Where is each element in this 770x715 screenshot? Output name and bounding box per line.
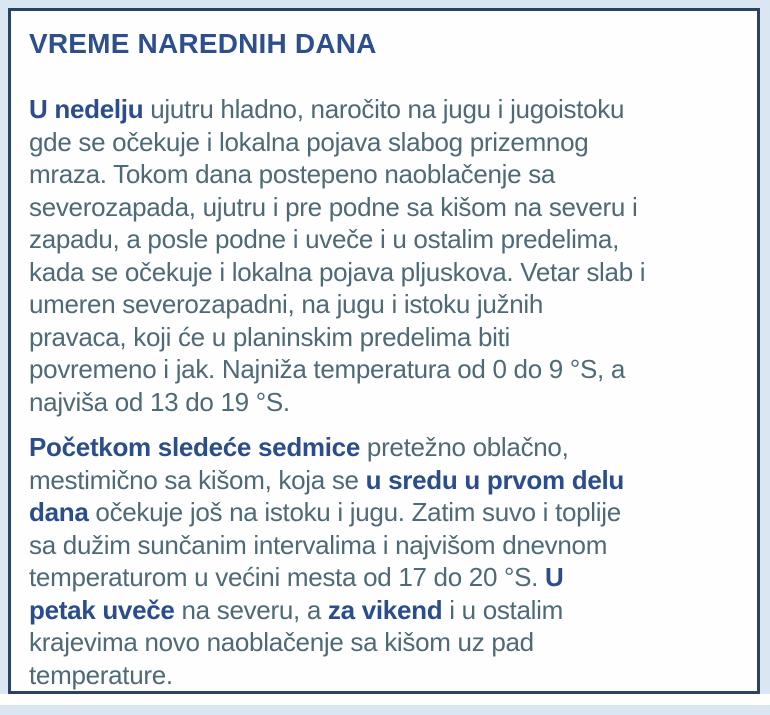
text-line xyxy=(29,431,743,464)
text-segment: mestimično sa kišom, koja se xyxy=(29,464,366,495)
footer-strip xyxy=(0,705,770,715)
text-line xyxy=(29,321,743,354)
text-segment: krajevima novo naoblačenje sa kišom uz pad xyxy=(29,627,534,657)
text-segment: gde se očekuje i lokalna pojava slabog prizemnog xyxy=(29,126,589,157)
text-segment-bold: U xyxy=(545,562,564,592)
text-segment: povremeno i jak. Najniža temperatura od 0 do 9 °S, a xyxy=(29,354,626,384)
text-segment: kada se očekuje i lokalna pojava pljuskova. Vetar slab i xyxy=(29,256,646,287)
text-segment-bold: Početkom sledeće sedmice xyxy=(29,432,360,462)
text-segment: temperaturom u većini mesta od 17 do 20 °S. xyxy=(29,562,546,592)
text-segment-bold: dana xyxy=(29,497,89,527)
text-line xyxy=(29,386,743,419)
forecast-paragraph xyxy=(29,431,743,691)
text-segment-bold: u sredu u prvom delu xyxy=(365,464,625,495)
text-segment: zapadu, a posle podne i uveče i u ostalim predelima, xyxy=(29,224,619,254)
forecast-box xyxy=(8,8,760,694)
text-line xyxy=(29,93,743,126)
text-line xyxy=(29,288,743,321)
text-line xyxy=(29,496,743,529)
page-gap xyxy=(0,694,770,705)
text-segment-bold: petak uveče xyxy=(29,594,175,625)
text-segment: temperature. xyxy=(29,659,173,690)
text-line xyxy=(29,158,743,191)
text-line xyxy=(29,594,743,627)
forecast-body xyxy=(29,93,743,691)
text-line xyxy=(29,464,743,497)
text-segment-bold: za vikend xyxy=(327,594,443,625)
text-segment: najviša od 13 do 19 °S. xyxy=(29,386,290,417)
forecast-title: VREME NAREDNIH DANA xyxy=(29,28,377,59)
text-segment: mraza. Tokom dana postepeno naoblačenje sa xyxy=(29,159,556,189)
text-line xyxy=(29,659,743,692)
text-segment: i u ostalim xyxy=(442,594,563,625)
text-line xyxy=(29,353,743,386)
text-segment: ujutru hladno, naročito na jugu i jugoistoku xyxy=(143,94,625,124)
text-line xyxy=(29,529,743,562)
text-line xyxy=(29,223,743,256)
text-segment: severozapada, ujutru i pre podne sa kišom na severu i xyxy=(29,191,638,222)
text-segment: umeren severozapadni, na jugu i istoku južnih xyxy=(29,289,544,319)
forecast-paragraph xyxy=(29,93,743,418)
text-line xyxy=(29,256,743,289)
text-segment: sa dužim sunčanim intervalima i najvišom dnevnom xyxy=(29,529,608,560)
text-segment: pravaca, koji će u planinskim predelima biti xyxy=(29,321,511,352)
text-segment: pretežno oblačno, xyxy=(359,432,569,462)
text-segment: na severu, a xyxy=(174,594,328,625)
text-line xyxy=(29,561,743,594)
text-line xyxy=(29,191,743,224)
text-segment-bold: U nedelju xyxy=(29,94,144,124)
text-line xyxy=(29,626,743,659)
text-segment: očekuje još na istoku i jugu. Zatim suvo i toplije xyxy=(88,497,621,527)
text-line xyxy=(29,126,743,159)
